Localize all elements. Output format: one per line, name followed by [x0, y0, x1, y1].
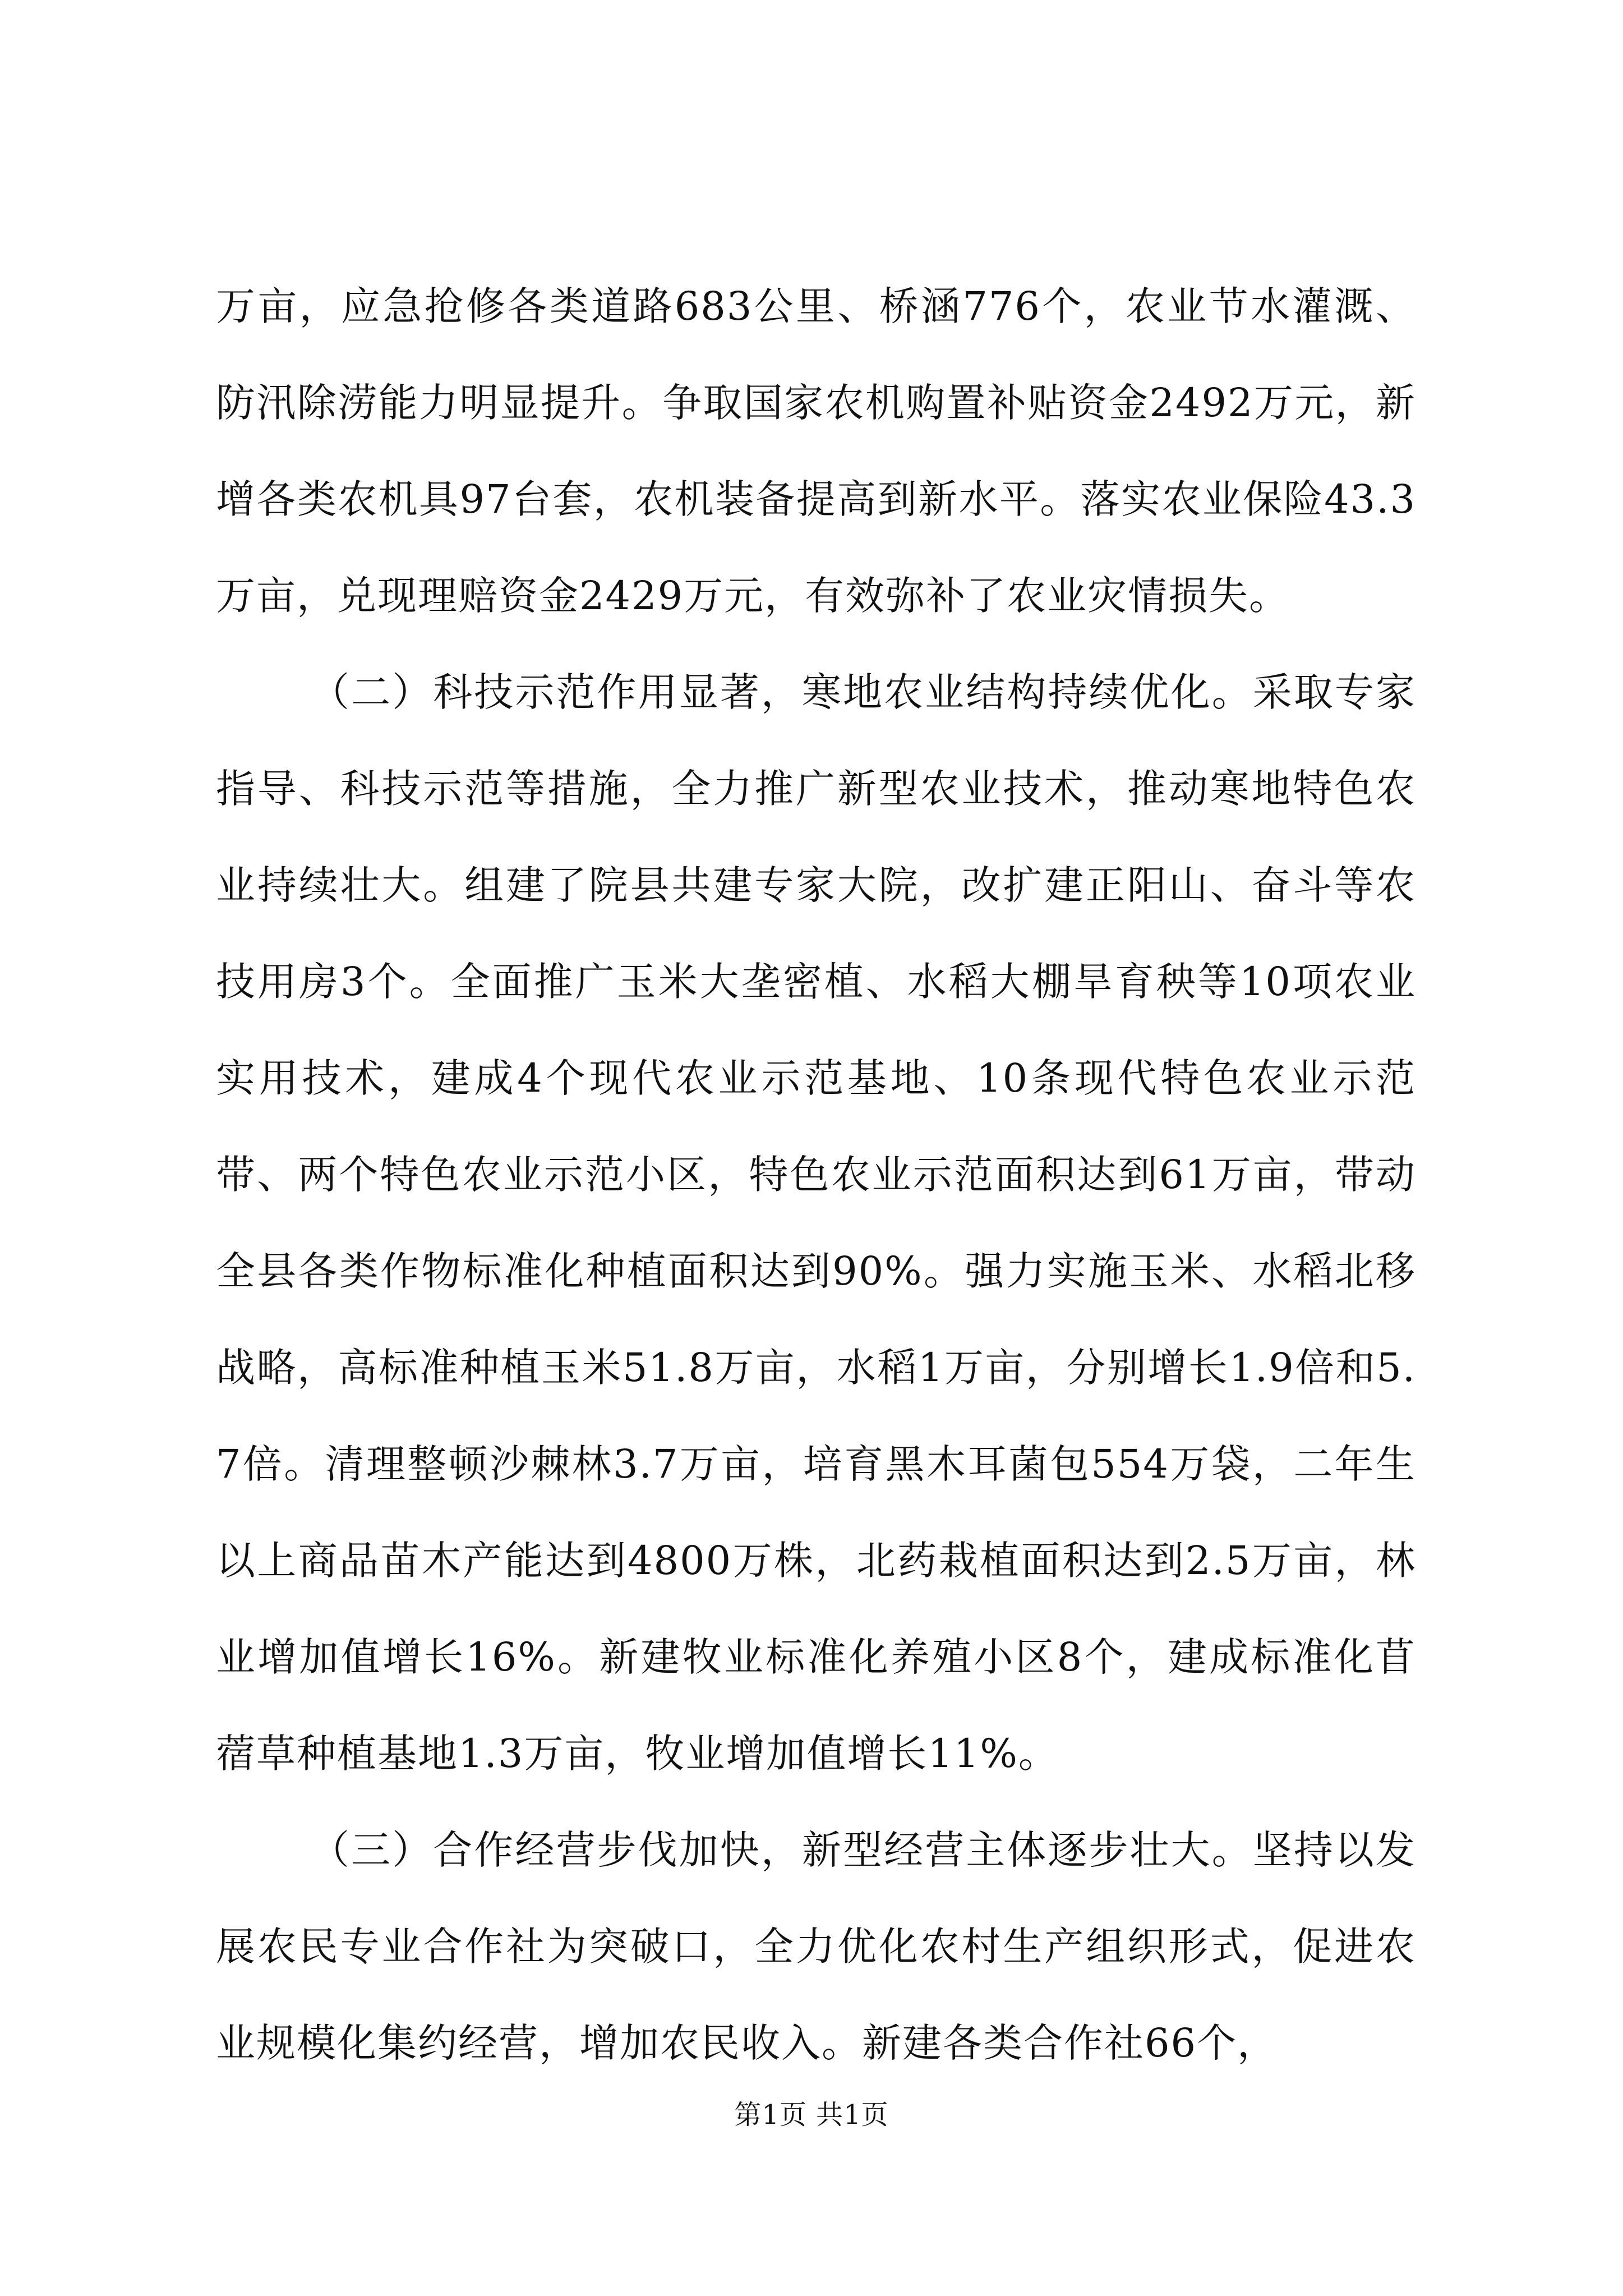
paragraph-2: （二）科技示范作用显著，寒地农业结构持续优化。采取专家指导、科技示范等措施，全力推广新型农业技术，推动寒地特色农业持续壮大。组建了院县共建专家大院，改扩建正阳山、奋斗等农技用房3个。全面推广玉米大垄密植、水稻大棚旱育秧等10项农业实用技术，建成4个现代农业示范基地、10条现代特色农业示范带、两个特色农业示范小区，特色农业示范面积达到61万亩，带动全县各类作物标准化种植面积达到90%。强力实施玉米、水稻北移战略，高标准种植玉米51.8万亩，水稻1万亩，分别增长1.9倍和5.7倍。清理整顿沙棘林3.7万亩，培育黑木耳菌包554万袋，二年生以上商品苗木产能达到4800万株，北药栽植面积达到2.5万亩，林业增加值增长16%。新建牧业标准化养殖小区8个，建成标准化苜蓿草种植基地1.3万亩，牧业增加值增长11%。 — [216, 669, 1416, 1777]
document-body — [216, 258, 1416, 2091]
paragraph-1: 万亩，应急抢修各类道路683公里、桥涵776个，农业节水灌溉、防汛除涝能力明显提升。争取国家农机购置补贴资金2492万元，新增各类农机具97台套，农机装备提高到新水平。落实农业保险43.3万亩，兑现理赔资金2429万元，有效弥补了农业灾情损失。 — [216, 283, 1416, 619]
page-footer: 第1页 共1页 — [734, 2099, 889, 2131]
paragraph-3: （三）合作经营步伐加快，新型经营主体逐步壮大。坚持以发展农民专业合作社为突破口，全力优化农村生产组织形式，促进农业规模化集约经营，增加农民收入。新建各类合作社66个， — [216, 1827, 1416, 2066]
